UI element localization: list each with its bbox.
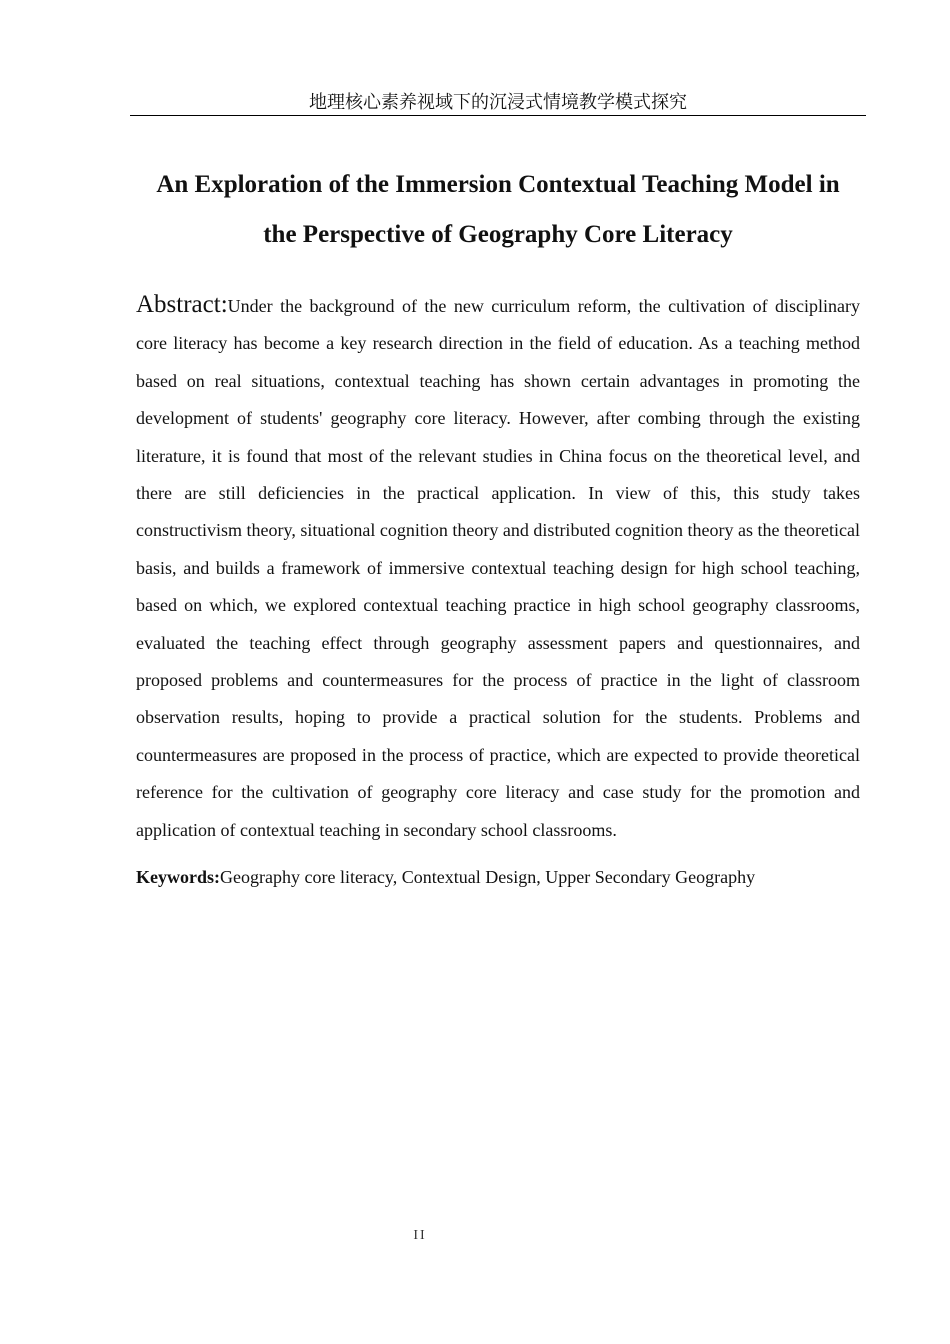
- header-rule: [130, 115, 866, 116]
- abstract-label: Abstract:: [136, 291, 228, 318]
- running-header: 地理核心素养视域下的沉浸式情境教学模式探究: [309, 92, 687, 113]
- paper-title: [120, 160, 876, 260]
- page-number: II: [413, 1228, 427, 1243]
- title-line-1: An Exploration of the Immersion Contextual Teaching Model in: [156, 171, 840, 198]
- keywords-text: Geography core literacy, Contextual Design, Upper Secondary Geography: [220, 867, 756, 887]
- keywords: [136, 864, 860, 890]
- abstract: [136, 286, 860, 849]
- abstract-text: Under the background of the new curriculum reform, the cultivation of disciplinary core literacy has become a key research direction in the field of education. As a teaching method based on real situations, contextual teaching has shown certain advantages in promoting the development of students' geography core literacy. However, after combing through the existing literature, it is found that most of the relevant studies in China focus on the theoretical level, and there are still deficiencies in the practical application. In view of this, this study takes constructivism theory, situational cognition theory and distributed cognition theory as the theoretical basis, and builds a framework of immersive contextual teaching design for high school teaching, based on which, we explored contextual teaching practice in high school geography classrooms, evaluated the teaching effect through geography assessment papers and questionnaires, and proposed problems and countermeasures for the process of practice in the light of classroom observation results, hoping to provide a practical solution for the students. Problems and countermeasures are proposed in the process of practice, which are expected to provide theoretical reference for the cultivation of geography core literacy and case study for the promotion and application of contextual teaching in secondary school classrooms.: [136, 296, 860, 840]
- title-line-2: the Perspective of Geography Core Literacy: [263, 221, 733, 248]
- keywords-label: Keywords:: [136, 867, 220, 887]
